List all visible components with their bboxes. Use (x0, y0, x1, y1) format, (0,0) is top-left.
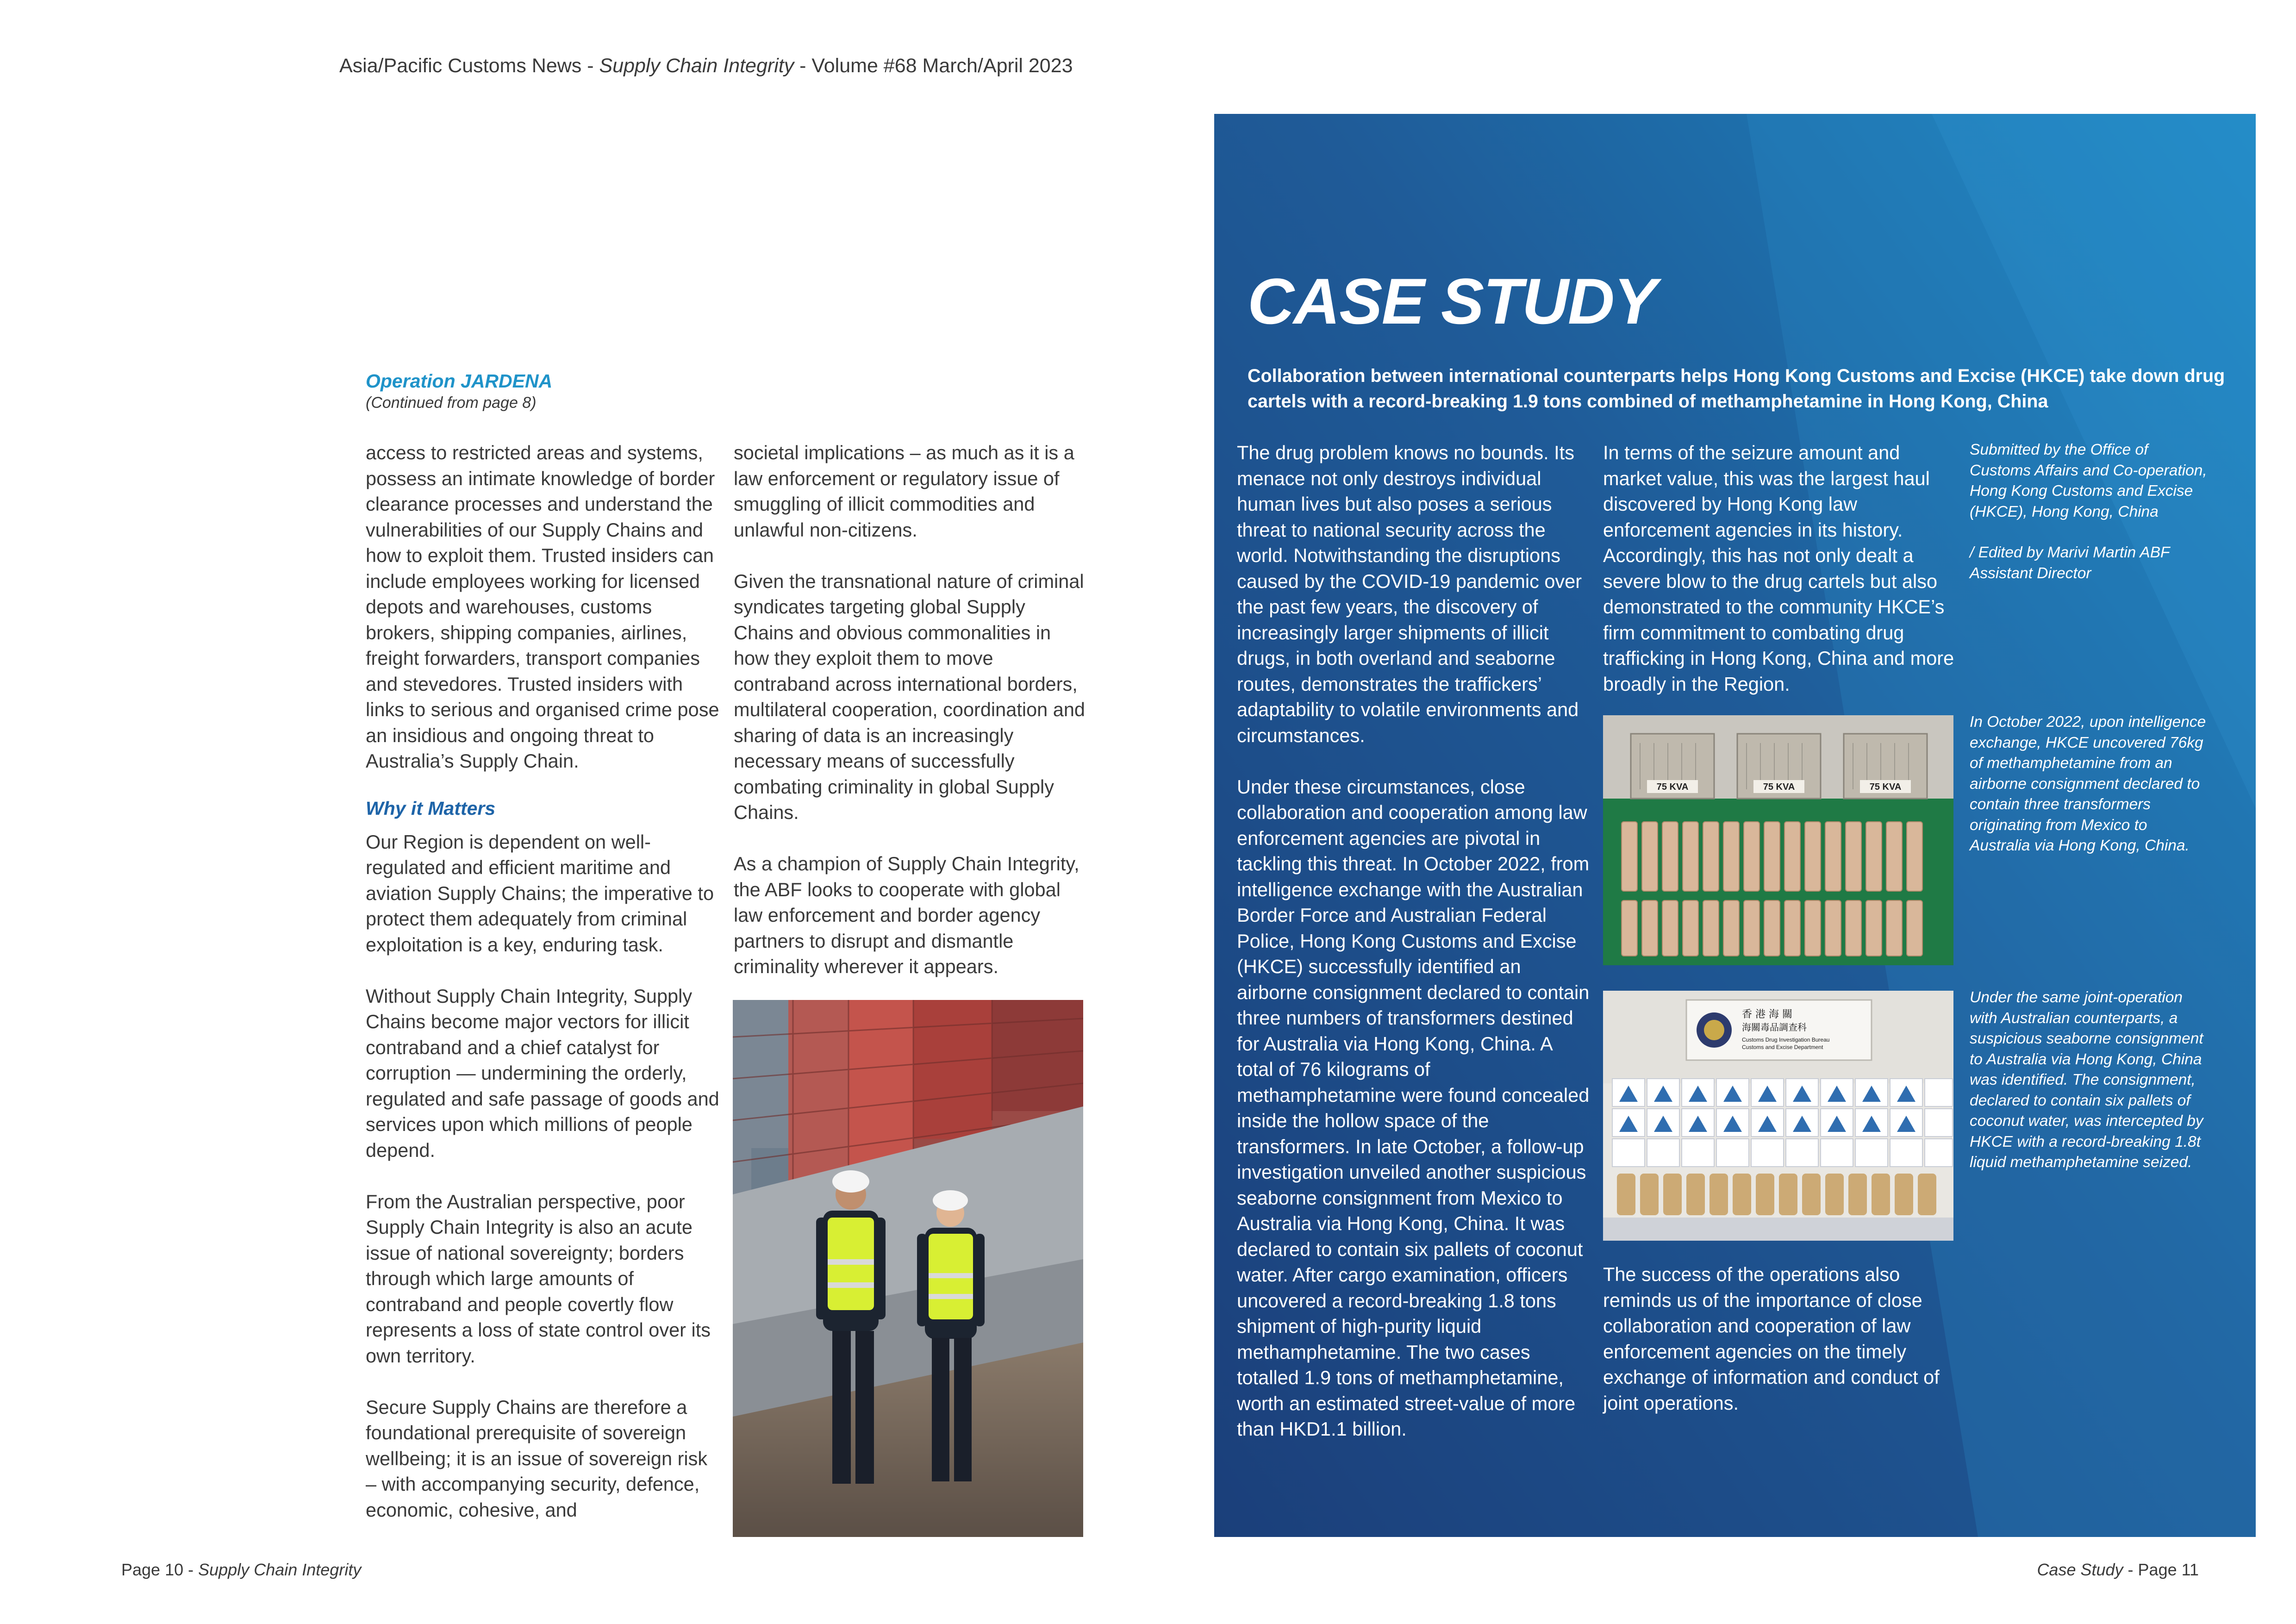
credit-note (1970, 440, 2210, 584)
case-study-column-1 (1237, 440, 1593, 1468)
why-it-matters-title: Why it Matters (366, 798, 496, 819)
section-heading (366, 370, 552, 412)
paragraph: The drug problem knows no bounds. Its menace not only destroys individual human lives but also poses a serious threat to national security across the world. Notwithstanding the disruptions caused by the COVID-19 pandemic over the past few years, the discovery of increasingly larger shipments of illicit drugs, in both overland and seaborne routes, demonstrates the traffickers’ adaptability to volatile environments and circumstances. (1237, 442, 1582, 746)
left-column-1 (366, 440, 722, 1549)
transformers-seizure-photo (1603, 715, 1953, 965)
footer-right: Case Study - Page 11 (2037, 1560, 2199, 1579)
transformer-label: 75 KVA (1869, 782, 1902, 792)
left-column-2 (734, 440, 1090, 1005)
paragraph: access to restricted areas and systems, possess an intimate knowledge of border clearance processes and understand the vulnerabilities of our Supply Chains and how to exploit them. Trusted insiders can include employees working for licensed depots and warehouses, customs brokers, shipping companies, airlines, freight forwarders, transport companies and stevedores. Trusted insiders with links to serious and organised crime pose an insidious and ongoing threat to Australia’s Supply Chain. (366, 442, 719, 772)
paragraph: societal implications – as much as it is a law enforcement or regulatory issue of smuggling of illicit commodities and unlawful non-citizens. (734, 442, 1074, 541)
credit-line: Submitted by the Office of Customs Affairs and Co-operation, Hong Kong Customs and Excise (HKCE), Hong Kong, China (1970, 441, 2207, 520)
photo-caption-transformers: In October 2022, upon intelligence exchange, HKCE uncovered 76kg of methamphetamine from an airborne consignment declared to contain three transformers originating from Mexico to Australia via Hong Kong, China. (1970, 713, 2206, 854)
banner-chinese-bureau: 海關毒品調查科 (1742, 1022, 1807, 1033)
paragraph: From the Australian perspective, poor Supply Chain Integrity is also an acute issue of national sovereignty; borders through which large amounts of contraband and people covertly flow represents a loss of state control over its own territory. (366, 1190, 711, 1367)
running-head: Asia/Pacific Customs News - Supply Chain Integrity - Volume #68 March/April 2023 (339, 55, 1073, 77)
banner-chinese-title: 香 港 海 關 (1742, 1009, 1792, 1020)
paragraph: As a champion of Supply Chain Integrity, the ABF looks to cooperate with global law enforcement and border agency partners to disrupt and dismantle criminality wherever it appears. (734, 853, 1079, 977)
paragraph: Secure Supply Chains are therefore a foundational prerequisite of sovereign wellbeing; it is an issue of sovereign risk – with accompanying security, defence, economic, cohesive, and (366, 1396, 708, 1521)
paragraph: Given the transnational nature of criminal syndicates targeting global Supply Chains and obvious commonalities in how they exploit them to move contraband across international borders, multilateral cooperation, coordination and sharing of data is an increasingly necessary means of successfully combating criminality in global Supply Chains. (734, 570, 1085, 823)
transformer-label: 75 KVA (1656, 782, 1689, 792)
case-study-column-2 (1603, 440, 1959, 723)
banner-line-1: Customs Drug Investigation Bureau (1742, 1037, 1830, 1043)
paragraph: The success of the operations also reminds us of the importance of close collaboration and cooperation of law enforcement agencies on the timely exchange of information and conduct of joint operations. (1603, 1263, 1940, 1414)
coconut-water-seizure-photo (1603, 991, 1953, 1241)
paragraph: Without Supply Chain Integrity, Supply Chains become major vectors for illicit contraband and a chief catalyst for corruption — undermining the orderly, regulated and safe passage of goods and services upon which millions of people depend. (366, 985, 719, 1161)
paragraph: Our Region is dependent on well-regulated and efficient maritime and aviation Supply Chains; the imperative to protect them adequately from criminal exploitation is a key, enduring task. (366, 831, 714, 956)
port-officers-photo (733, 1000, 1083, 1537)
credit-line: / Edited by Marivi Martin ABF Assistant Director (1970, 544, 2170, 582)
section-title: Operation JARDENA (366, 370, 553, 392)
paragraph: In terms of the seizure amount and market value, this was the largest haul discovered by Hong Kong law enforcement agencies in its history. Accordingly, this has not only dealt a severe blow to the drug cartels but also demonstrated to the community HKCE’s firm commitment to combating drug trafficking in Hong Kong, China and more broadly in the Region. (1603, 442, 1954, 695)
photo-caption-coconut-water: Under the same joint-operation with Australian counterparts, a suspicious seaborne consignment to Australia via Hong Kong, China was identified. The consignment, declared to contain six pallets of coconut water, was intercepted by HKCE with a record-breaking 1.8t liquid methamphetamine seized. (1970, 989, 2203, 1171)
case-study-closing (1603, 1262, 1959, 1442)
transformer-label: 75 KVA (1763, 782, 1795, 792)
banner-line-2: Customs and Excise Department (1742, 1044, 1823, 1050)
continued-note: (Continued from page 8) (366, 394, 537, 412)
paragraph: Under these circumstances, close collaboration and cooperation among law enforcement agencies are pivotal in tackling this threat. In October 2022, from intelligence exchange with the Australian Border Force and Australian Federal Police, Hong Kong Customs and Excise (HKCE) successfully identified an airborne consignment declared to contain three numbers of transformers destined for Australia via Hong Kong, China. A total of 76 kilograms of methamphetamine were found concealed inside the hollow space of the transformers. In late October, a follow-up investigation unveiled another suspicious seaborne consignment from Mexico to Australia via Hong Kong, China. It was declared to contain six pallets of coconut water. After cargo examination, officers uncovered a record-breaking 1.8 tons shipment of high-purity liquid methamphetamine. The two cases totalled 1.9 tons of methamphetamine, worth an estimated street-value of more than HKD1.1 billion. (1237, 775, 1590, 1440)
case-study-title: CASE STUDY (1248, 265, 1656, 337)
footer-left: Page 10 - Supply Chain Integrity (121, 1560, 362, 1579)
case-study-subtitle: Collaboration between international counterparts helps Hong Kong Customs and Excise (HKCE) take down drug cartels with a record-breaking 1.9 tons combined of methamphetamine in Hong Kong, China (1248, 366, 2225, 412)
